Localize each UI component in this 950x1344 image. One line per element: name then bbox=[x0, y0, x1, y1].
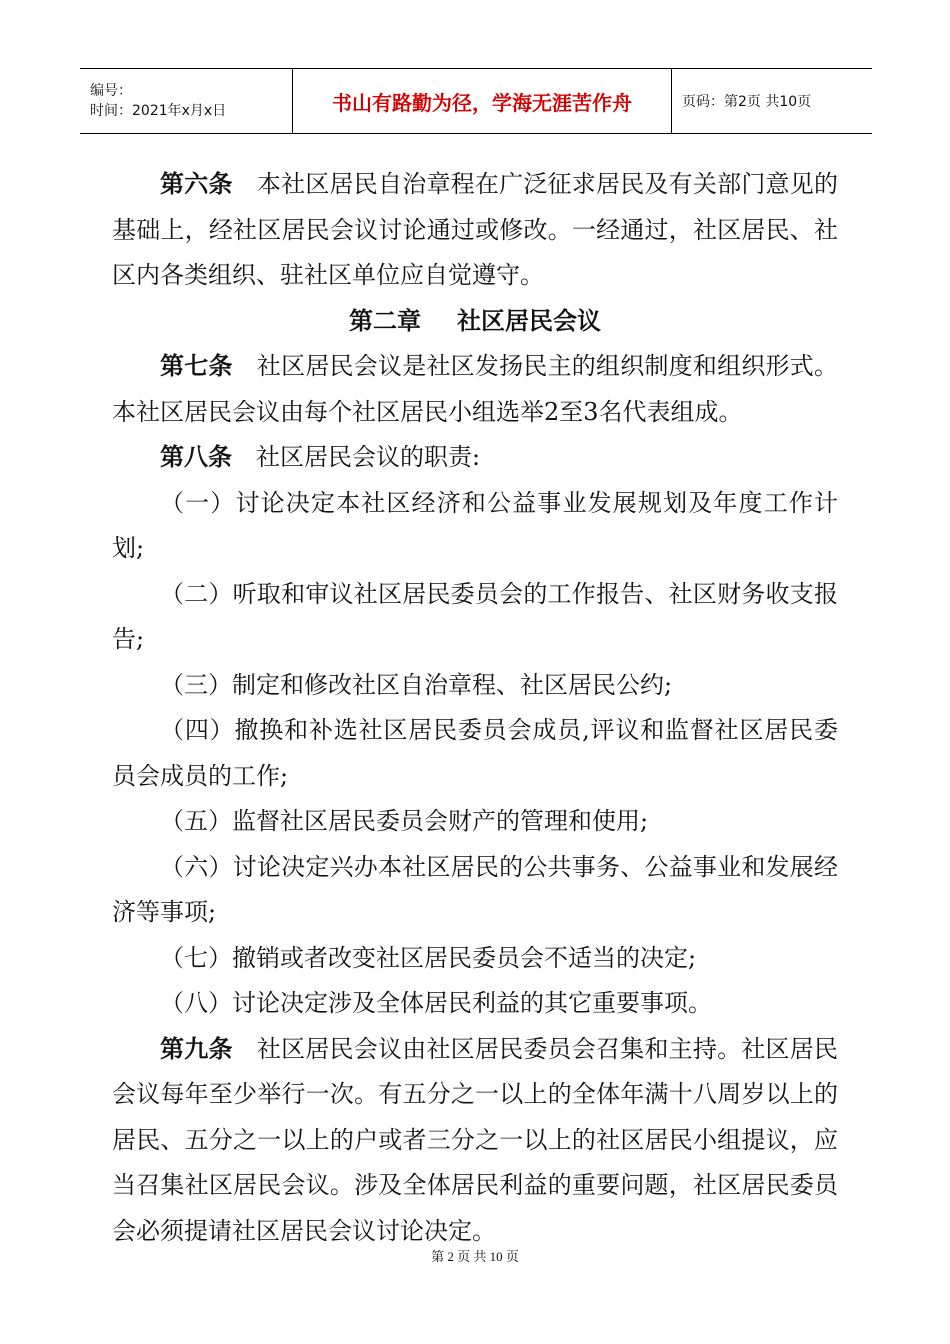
article-6-text: 本社区居民自治章程在广泛征求居民及有关部门意见的基础上，经社区居民会议讨论通过或修改。一经通过，社区居民、社区内各类组织、驻社区单位应自觉遵守。 bbox=[112, 170, 839, 289]
list-item: （六）讨论决定兴办本社区居民的公共事务、公益事业和发展经济等事项; bbox=[112, 852, 838, 926]
article-9-title: 第九条 bbox=[160, 1034, 233, 1063]
article-6-title: 第六条 bbox=[160, 170, 233, 198]
page-header bbox=[80, 68, 872, 134]
article-7-title: 第七条 bbox=[160, 352, 233, 380]
article-8 bbox=[112, 435, 838, 481]
article-7-text: 社区居民会议是社区发扬民主的组织制度和组织形式。本社区居民会议由每个社区居民小组选举2至3名代表组成。 bbox=[112, 352, 839, 426]
time-label: 时间：2021年x月x日 bbox=[90, 103, 227, 119]
list-item: （五）监督社区居民委员会财产的管理和使用; bbox=[160, 807, 649, 835]
header-page-code: 页码：第2页 共10页 bbox=[672, 69, 873, 134]
number-label: 编号： bbox=[90, 83, 132, 99]
article-9 bbox=[112, 1027, 838, 1255]
chapter-number: 第二章 bbox=[349, 306, 421, 335]
list-item: （二）听取和审议社区居民委员会的工作报告、社区财务收支报告; bbox=[112, 579, 838, 653]
page-footer: 第 2 页 共 10 页 bbox=[431, 1249, 519, 1264]
header-meta bbox=[80, 69, 293, 134]
article-8-text: 社区居民会议的职责: bbox=[256, 443, 481, 471]
list-item: （八）讨论决定涉及全体居民利益的其它重要事项。 bbox=[160, 989, 712, 1017]
article-9-text: 社区居民会议由社区居民委员会召集和主持。社区居民会议每年至少举行一次。有五分之一以上的全体年满十八周岁以上的居民、五分之一以上的户或者三分之一以上的社区居民小组提议，应当召集社区居民会议。涉及全体居民利益的重要问题，社区居民委员会必须提请社区居民会议讨论决定。 bbox=[112, 1034, 839, 1245]
article-7 bbox=[112, 344, 838, 435]
document-body bbox=[112, 162, 838, 1254]
list-item: （四）撤换和补选社区居民委员会成员,评议和监督社区居民委员会成员的工作; bbox=[112, 716, 838, 790]
article-8-title: 第八条 bbox=[160, 443, 232, 471]
list-item: （一）讨论决定本社区经济和公益事业发展规划及年度工作计划; bbox=[112, 488, 838, 562]
list-item: （七）撤销或者改变社区居民委员会不适当的决定; bbox=[160, 943, 697, 972]
article-6 bbox=[112, 162, 838, 299]
list-item: （三）制定和修改社区自治章程、社区居民公约; bbox=[160, 670, 673, 699]
chapter-title: 社区居民会议 bbox=[457, 306, 601, 335]
chapter-heading bbox=[112, 299, 838, 345]
header-motto: 书山有路勤为径，学海无涯苦作舟 bbox=[293, 69, 672, 134]
